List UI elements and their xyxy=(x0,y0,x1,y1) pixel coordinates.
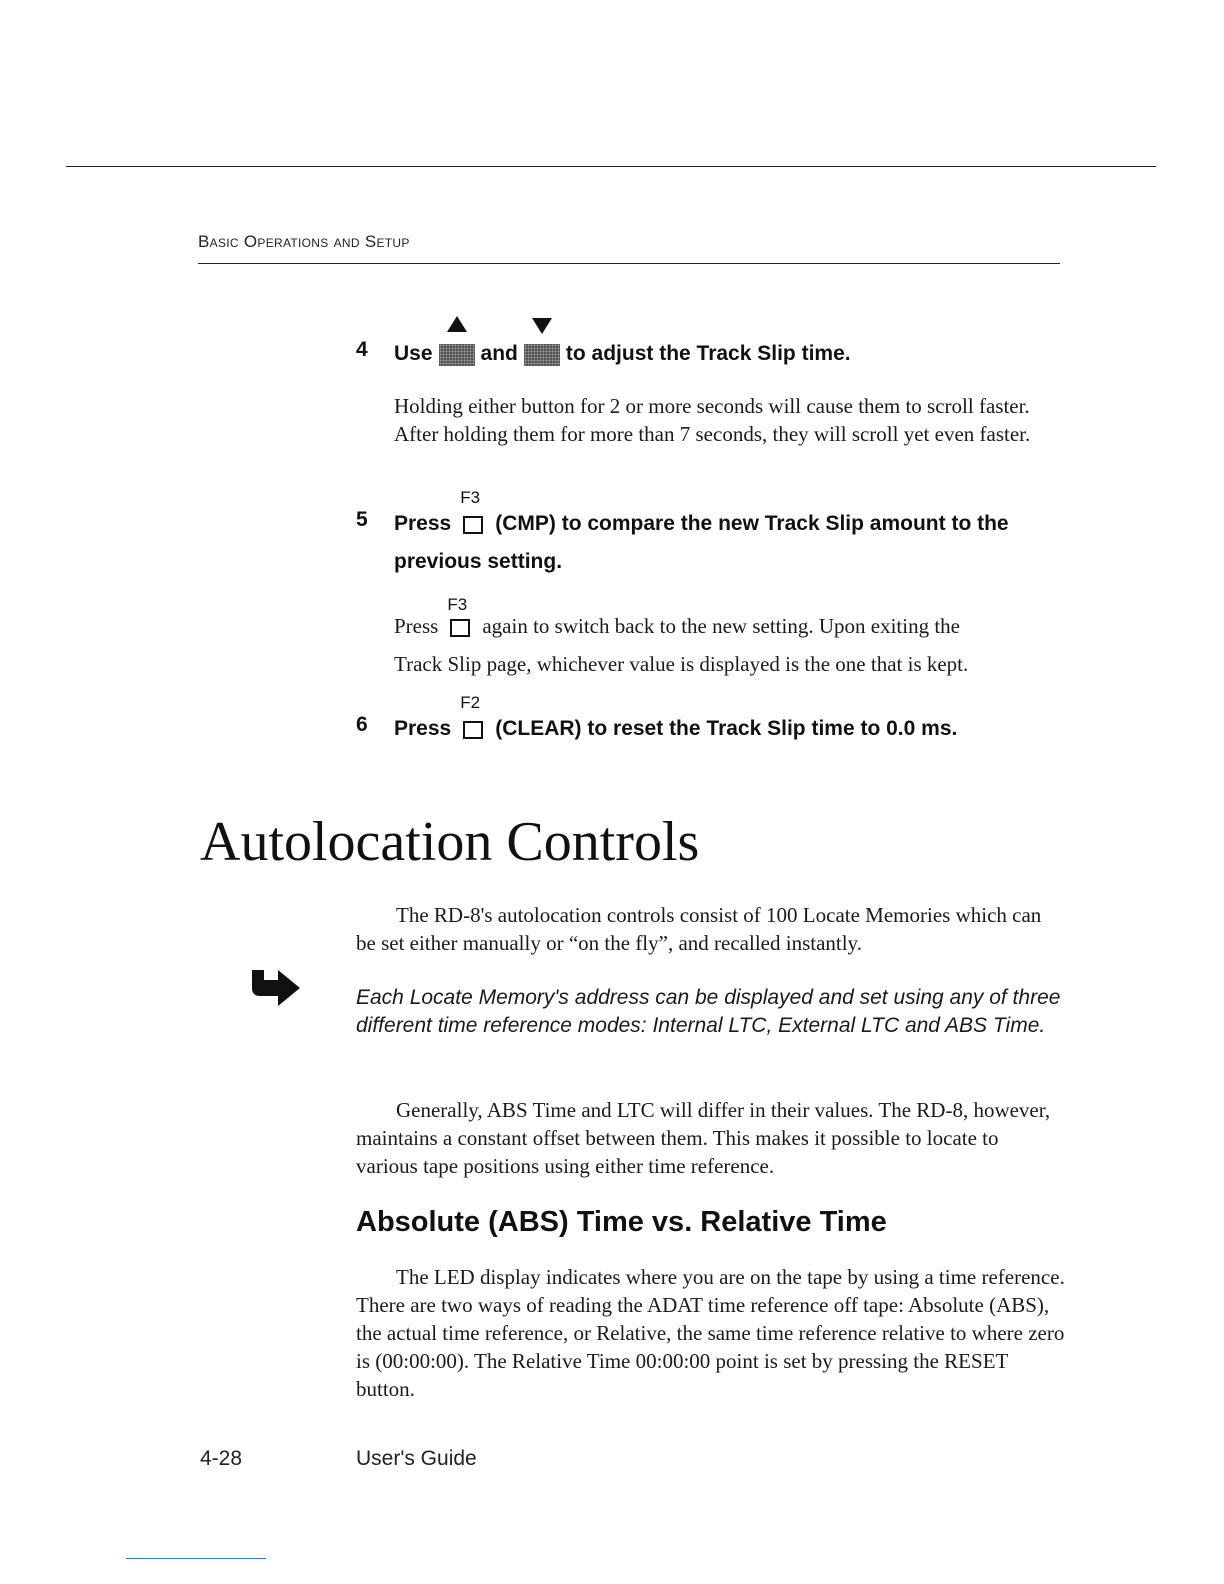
step-text: Press xyxy=(394,512,452,535)
pointing-hand-icon xyxy=(248,966,304,1010)
key-label: F3 xyxy=(460,488,481,507)
step-text: to adjust the Track Slip time. xyxy=(565,342,851,365)
header-rule xyxy=(198,263,1060,264)
step-5-body-line1: Press F3 again to switch back to the new setting. Upon exiting the xyxy=(394,611,960,640)
f3-key-icon xyxy=(442,595,478,633)
step-number: 5 xyxy=(356,508,368,531)
note-text: Each Locate Memory's address can be displayed and set using any of three different time reference modes: Internal LTC, External LTC and ABS Time. xyxy=(356,986,1061,1037)
up-arrow-icon xyxy=(447,316,467,332)
step-text: Use xyxy=(394,342,433,365)
f3-key-icon xyxy=(455,488,491,530)
step-text: (CMP) to compare the new Track Slip amount to the xyxy=(495,512,1009,535)
footer-guide-title: User's Guide xyxy=(356,1447,477,1470)
section-para2: Generally, ABS Time and LTC will differ in their values. The RD-8, however, maintains a constant offset between them. This makes it possible to locate to various tape positions using either time reference. xyxy=(356,1098,1051,1178)
subsection-body: The LED display indicates where you are on the tape by using a time reference. There are two ways of reading the ADAT time reference off tape: Absolute (ABS), the actual time reference, or Relative, the same time reference relative to where zero is (00:00:00). The Relative Time 00:00:00 point is set by pressing the RESET button. xyxy=(356,1265,1065,1401)
up-arrow-key-icon xyxy=(439,338,475,360)
step-number: 4 xyxy=(356,338,368,361)
down-arrow-icon xyxy=(532,318,552,334)
section-title: Autolocation Controls xyxy=(200,811,700,873)
bottom-link-rule xyxy=(126,1558,266,1559)
key-label: F2 xyxy=(460,693,481,712)
top-rule xyxy=(66,166,1156,167)
f2-key-icon xyxy=(455,693,491,735)
down-arrow-key-icon xyxy=(524,338,560,360)
step-text: (CLEAR) to reset the Track Slip time to 0.0 ms. xyxy=(495,717,958,740)
step-4-body: Holding either button for 2 or more seconds will cause them to scroll faster. After holding them for more than 7 seconds, they will scroll yet even faster. xyxy=(394,394,1031,446)
subsection-title: Absolute (ABS) Time vs. Relative Time xyxy=(356,1206,887,1238)
step-5-body-line2: Track Slip page, whichever value is displayed is the one that is kept. xyxy=(394,652,969,676)
page-number: 4-28 xyxy=(200,1447,243,1470)
section-intro: The RD-8's autolocation controls consist of 100 Locate Memories which can be set either manually or “on the fly”, and recalled instantly. xyxy=(356,903,1042,955)
key-label: F3 xyxy=(447,595,468,614)
step-number: 6 xyxy=(356,713,368,736)
running-header: Basic Operations and Setup xyxy=(198,232,410,251)
step-text: Press xyxy=(394,717,452,740)
step-text: previous setting. xyxy=(394,550,563,573)
step-text: and xyxy=(480,342,518,365)
